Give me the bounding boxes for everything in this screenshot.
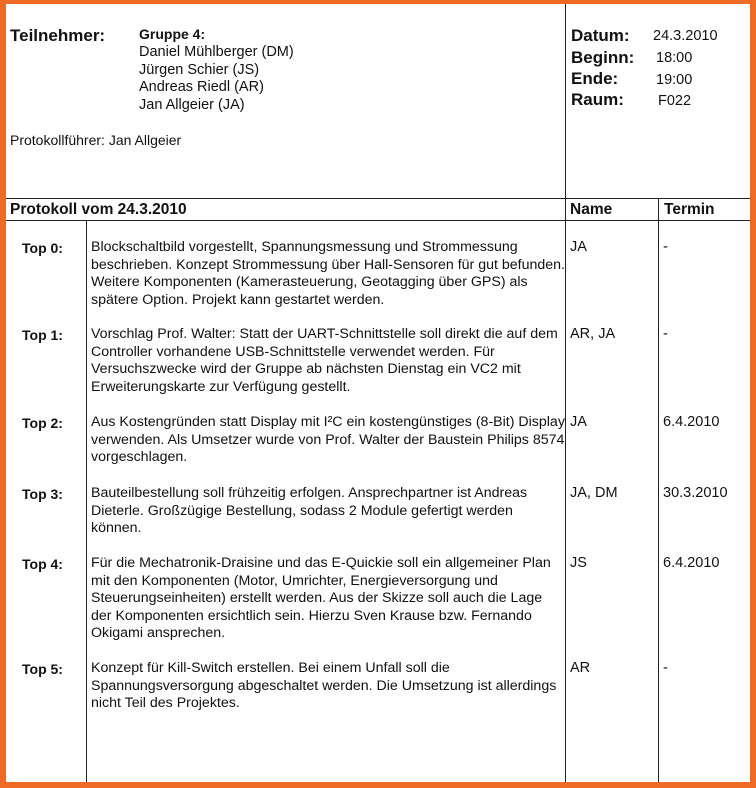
divider-col-top (86, 221, 87, 782)
column-header-termin: Termin (664, 201, 715, 218)
column-header-name: Name (570, 201, 613, 218)
table-title: Protokoll vom 24.3.2010 (10, 201, 187, 218)
top-2-label: Top 2: (22, 415, 63, 431)
room-value: F022 (658, 93, 692, 109)
top-1-termin: - (663, 326, 668, 342)
divider-table-head (6, 220, 750, 221)
group-title: Gruppe 4: (139, 26, 206, 42)
top-2-name: JA (570, 414, 587, 430)
top-3-label: Top 3: (22, 486, 63, 502)
top-5-text: Konzept für Kill-Switch erstellen. Bei einem Unfall soll die Spannungsversorgung abgeschaltet werden. Die Umsetzung ist allerdings nicht Teil des Projektes. (91, 660, 557, 711)
top-2-termin: 6.4.2010 (663, 414, 720, 430)
top-5-label: Top 5: (22, 661, 63, 677)
recorder: Protokollführer: Jan Allgeier (10, 132, 182, 148)
top-0-text: Blockschaltbild vorgestellt, Spannungsmessung und Strommessung beschrieben. Konzept Strommessung über Hall-Sensoren für gut befunden. Weitere Komponenten (Kamerasteuerung, Geotagging über GPS) als spätere Option. Projekt kann gestartet werden. (91, 239, 565, 308)
top-5-termin: - (663, 660, 668, 676)
top-2-text: Aus Kostengründen statt Display mit I²C ein kostengünstiges (8-Bit) Display verwenden. Als Umsetzer wurde von Prof. Walter der Baustein Philips 8574 vorgeschlagen. (91, 414, 565, 465)
start-label: Beginn: (571, 48, 635, 67)
participants-label: Teilnehmer: (10, 26, 106, 45)
date-value: 24.3.2010 (653, 28, 718, 44)
top-0-label: Top 0: (22, 240, 63, 256)
divider-col-termin (658, 199, 659, 782)
start-value: 18:00 (656, 50, 693, 66)
top-3-text: Bauteilbestellung soll frühzeitig erfolgen. Ansprechpartner ist Andreas Dieterle. Großzügige Bestellung, sodass 2 Module gefertigt werden können. (91, 485, 528, 536)
member-2: Jürgen Schier (JS) (139, 62, 260, 78)
top-0-name: JA (570, 239, 587, 255)
top-1-label: Top 1: (22, 327, 63, 343)
divider-header-bottom (6, 198, 750, 199)
top-4-termin: 6.4.2010 (663, 555, 720, 571)
top-0-termin: - (663, 239, 668, 255)
top-5-name: AR (570, 660, 591, 676)
member-1: Daniel Mühlberger (DM) (139, 44, 294, 60)
top-3-name: JA, DM (570, 485, 618, 501)
divider-header-vertical (565, 4, 566, 199)
top-1-text: Vorschlag Prof. Walter: Statt der UART-Schnittstelle soll direkt die auf dem Controller vorhandene USB-Schnittstelle verwendet werden. Für Versuchszwecke wird der Gruppe ab nächsten Dienstag ein VC2 mit Erweiterungskarte zur Verfügung gestellt. (91, 326, 558, 395)
end-label: Ende: (571, 69, 619, 88)
room-label: Raum: (571, 90, 624, 109)
top-4-label: Top 4: (22, 556, 63, 572)
date-label: Datum: (571, 26, 630, 45)
top-1-name: AR, JA (570, 326, 616, 342)
top-4-text: Für die Mechatronik-Draisine und das E-Quickie soll ein allgemeiner Plan mit den Komponenten (Motor, Umrichter, Energieversorgung und Steuerungseinheiten) erstellt werden. Aus der Skizze soll auch die Lage der Komponenten ersichtlich sein. Hierzu Sven Krause bzw. Fernando Okigami ansprechen. (91, 555, 551, 641)
end-value: 19:00 (656, 72, 693, 88)
top-4-name: JS (570, 555, 587, 571)
member-3: Andreas Riedl (AR) (139, 79, 264, 95)
protocol-sheet (6, 4, 750, 782)
top-3-termin: 30.3.2010 (663, 485, 728, 501)
member-4: Jan Allgeier (JA) (139, 97, 245, 113)
